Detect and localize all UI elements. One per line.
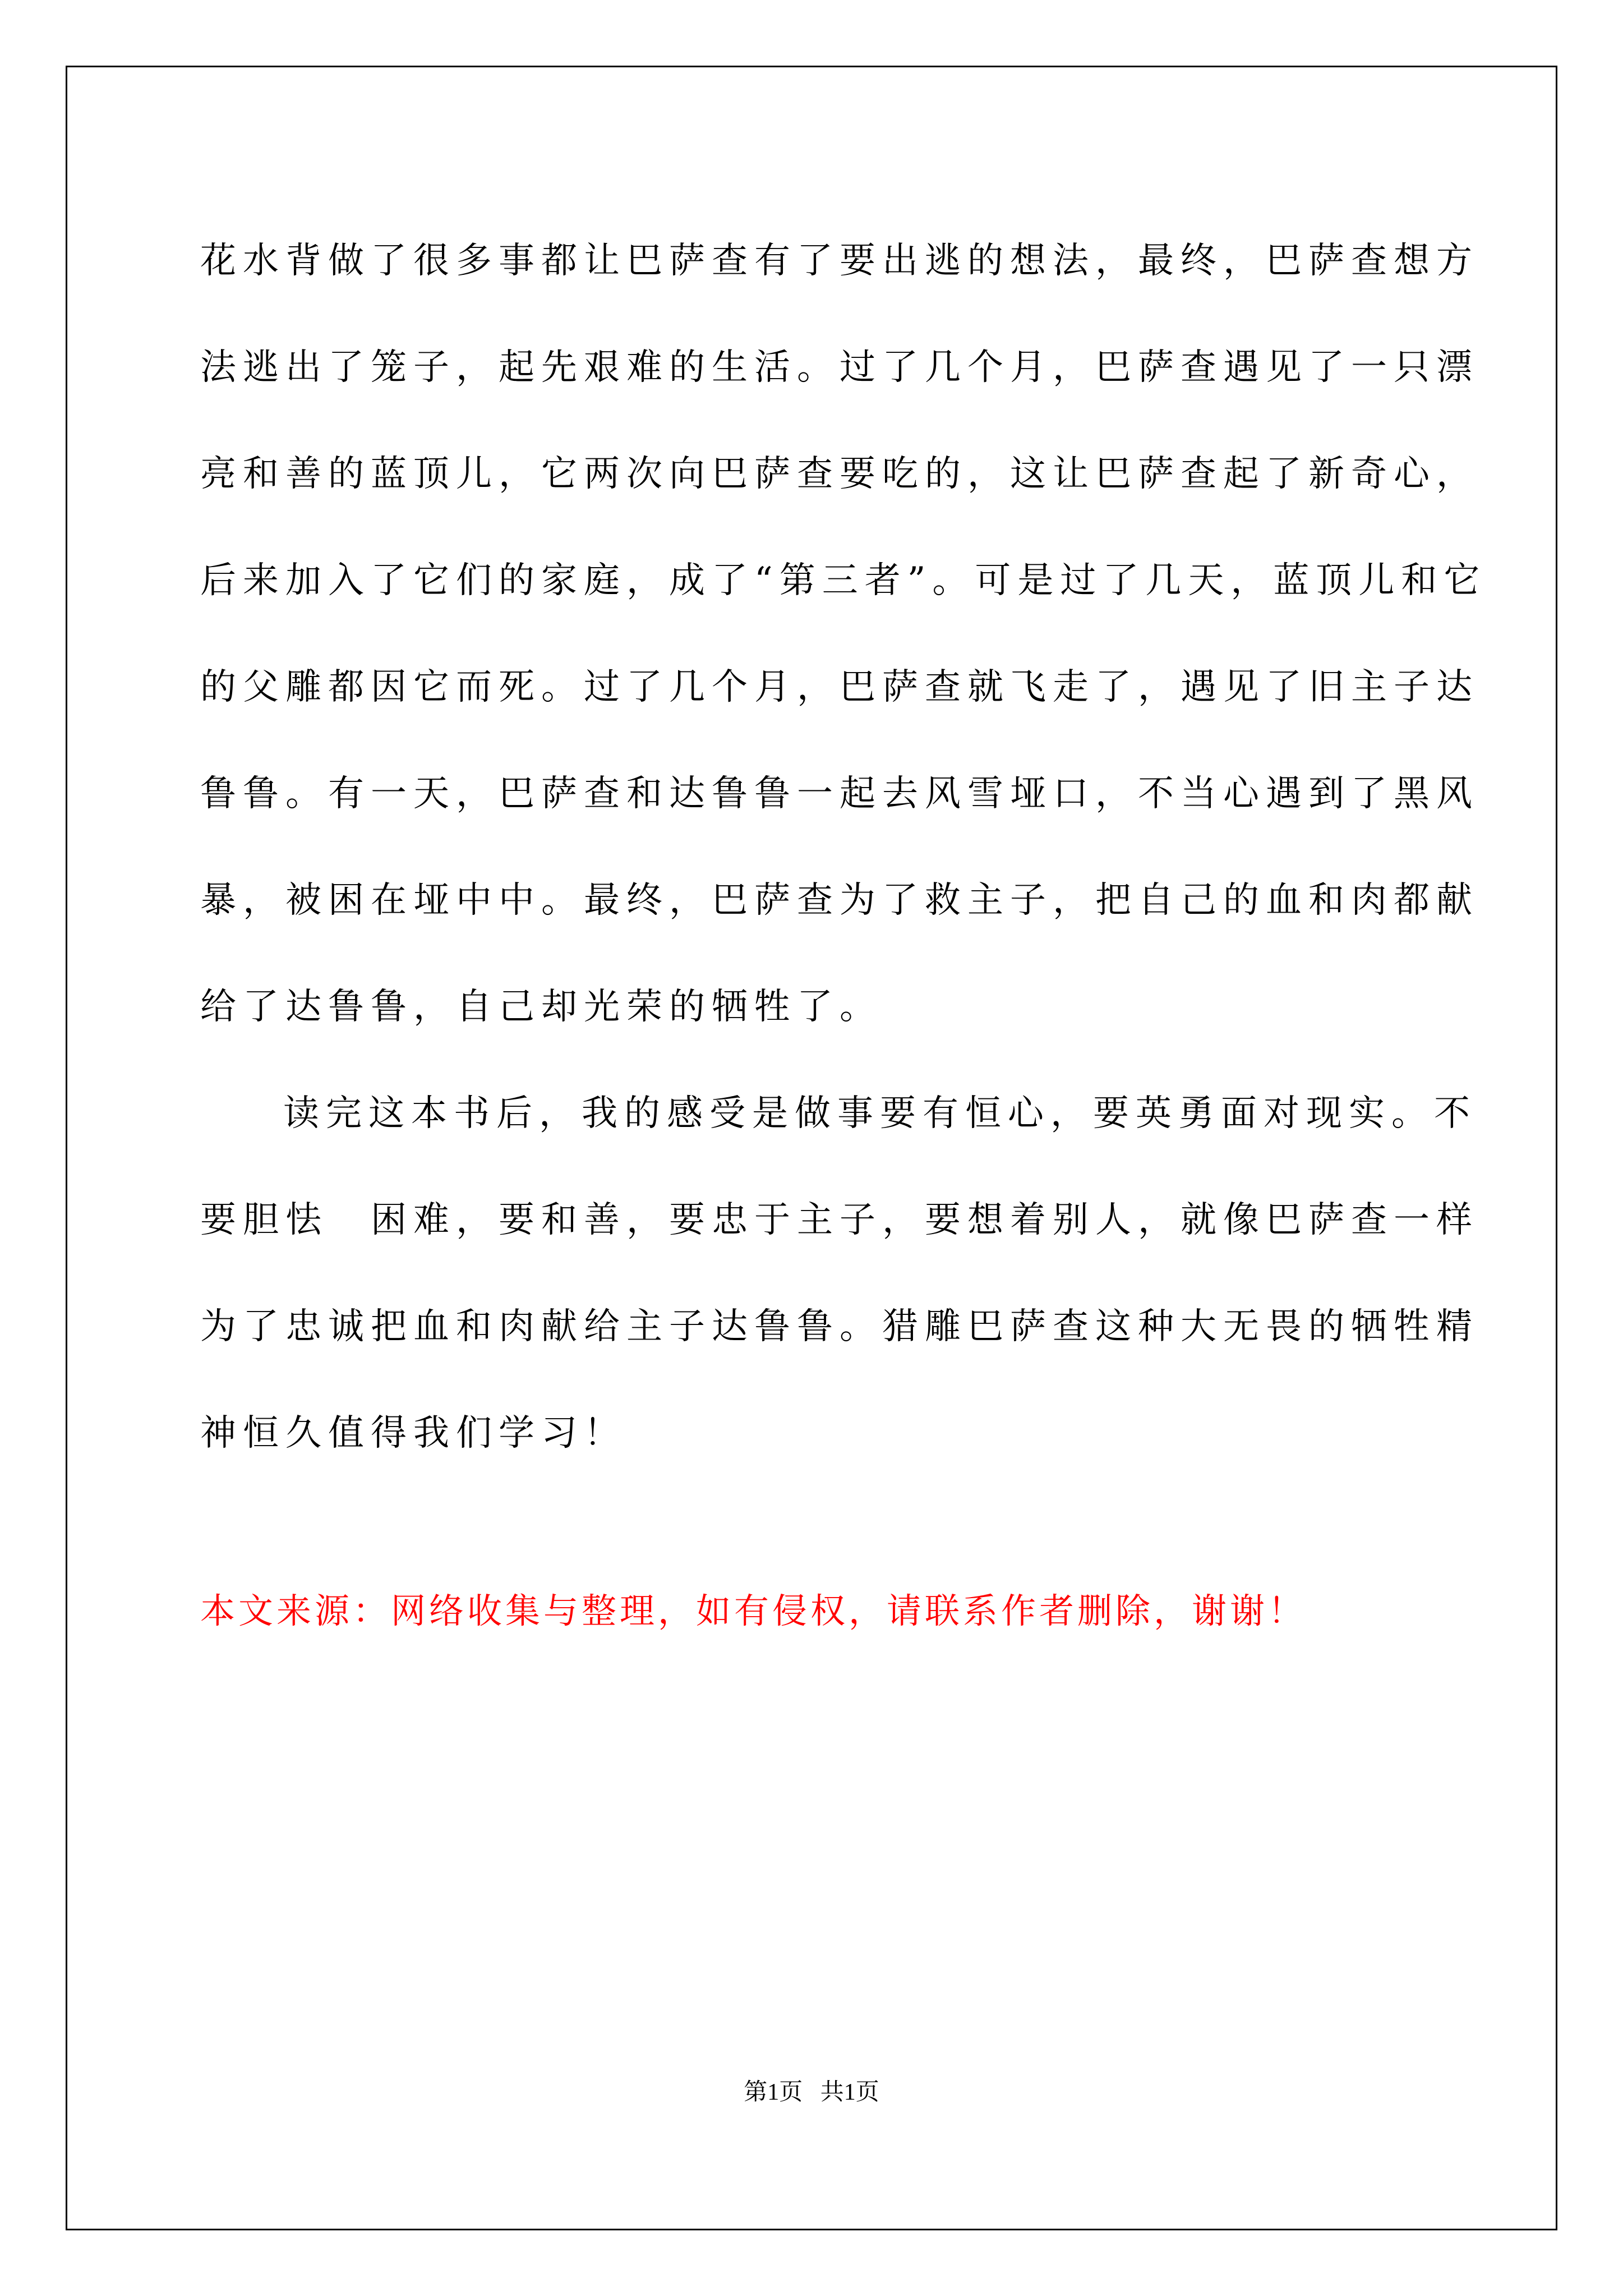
text-line: 神恒久值得我们学习！	[200, 1412, 626, 1454]
source-note: 本文来源：网络收集与整理，如有侵权，请联系作者删除，谢谢！	[200, 1590, 1307, 1631]
text-line: 读完这本书后，我的感受是做事要有恒心，要英勇面对现实。不	[283, 1093, 1477, 1134]
text-line: 为了忠诚把血和肉献给主子达鲁鲁。猎雕巴萨查这种大无畏的牺牲精	[200, 1306, 1479, 1347]
text-line: 亮和善的蓝顶儿，它两次向巴萨查要吃的，这让巴萨查起了新奇心，	[200, 453, 1479, 495]
text-line: 鲁鲁。有一天，巴萨查和达鲁鲁一起去风雪垭口，不当心遇到了黑风	[200, 773, 1479, 815]
text-line: 给了达鲁鲁，自己却光荣的牺牲了。	[200, 986, 882, 1028]
text-line: 暴，被困在垭中中。最终，巴萨查为了救主子，把自己的血和肉都献	[200, 880, 1479, 921]
page-footer: 第1页 共1页	[744, 2079, 879, 2105]
text-line: 的父雕都因它而死。过了几个月，巴萨查就飞走了，遇见了旧主子达	[200, 666, 1479, 708]
paragraph-2	[200, 1060, 1479, 1487]
text-line: 花水背做了很多事都让巴萨查有了要出逃的想法，最终，巴萨查想方	[200, 240, 1479, 282]
body-text	[200, 208, 1487, 1487]
paragraph-1	[200, 208, 1487, 1060]
text-line: 要胆怯 困难，要和善，要忠于主子，要想着别人，就像巴萨查一样	[200, 1199, 1479, 1241]
text-line: 后来加入了它们的家庭，成了“第三者”。可是过了几天，蓝顶儿和它	[200, 560, 1487, 601]
text-line: 法逃出了笼子，起先艰难的生活。过了几个月，巴萨查遇见了一只漂	[200, 347, 1479, 388]
